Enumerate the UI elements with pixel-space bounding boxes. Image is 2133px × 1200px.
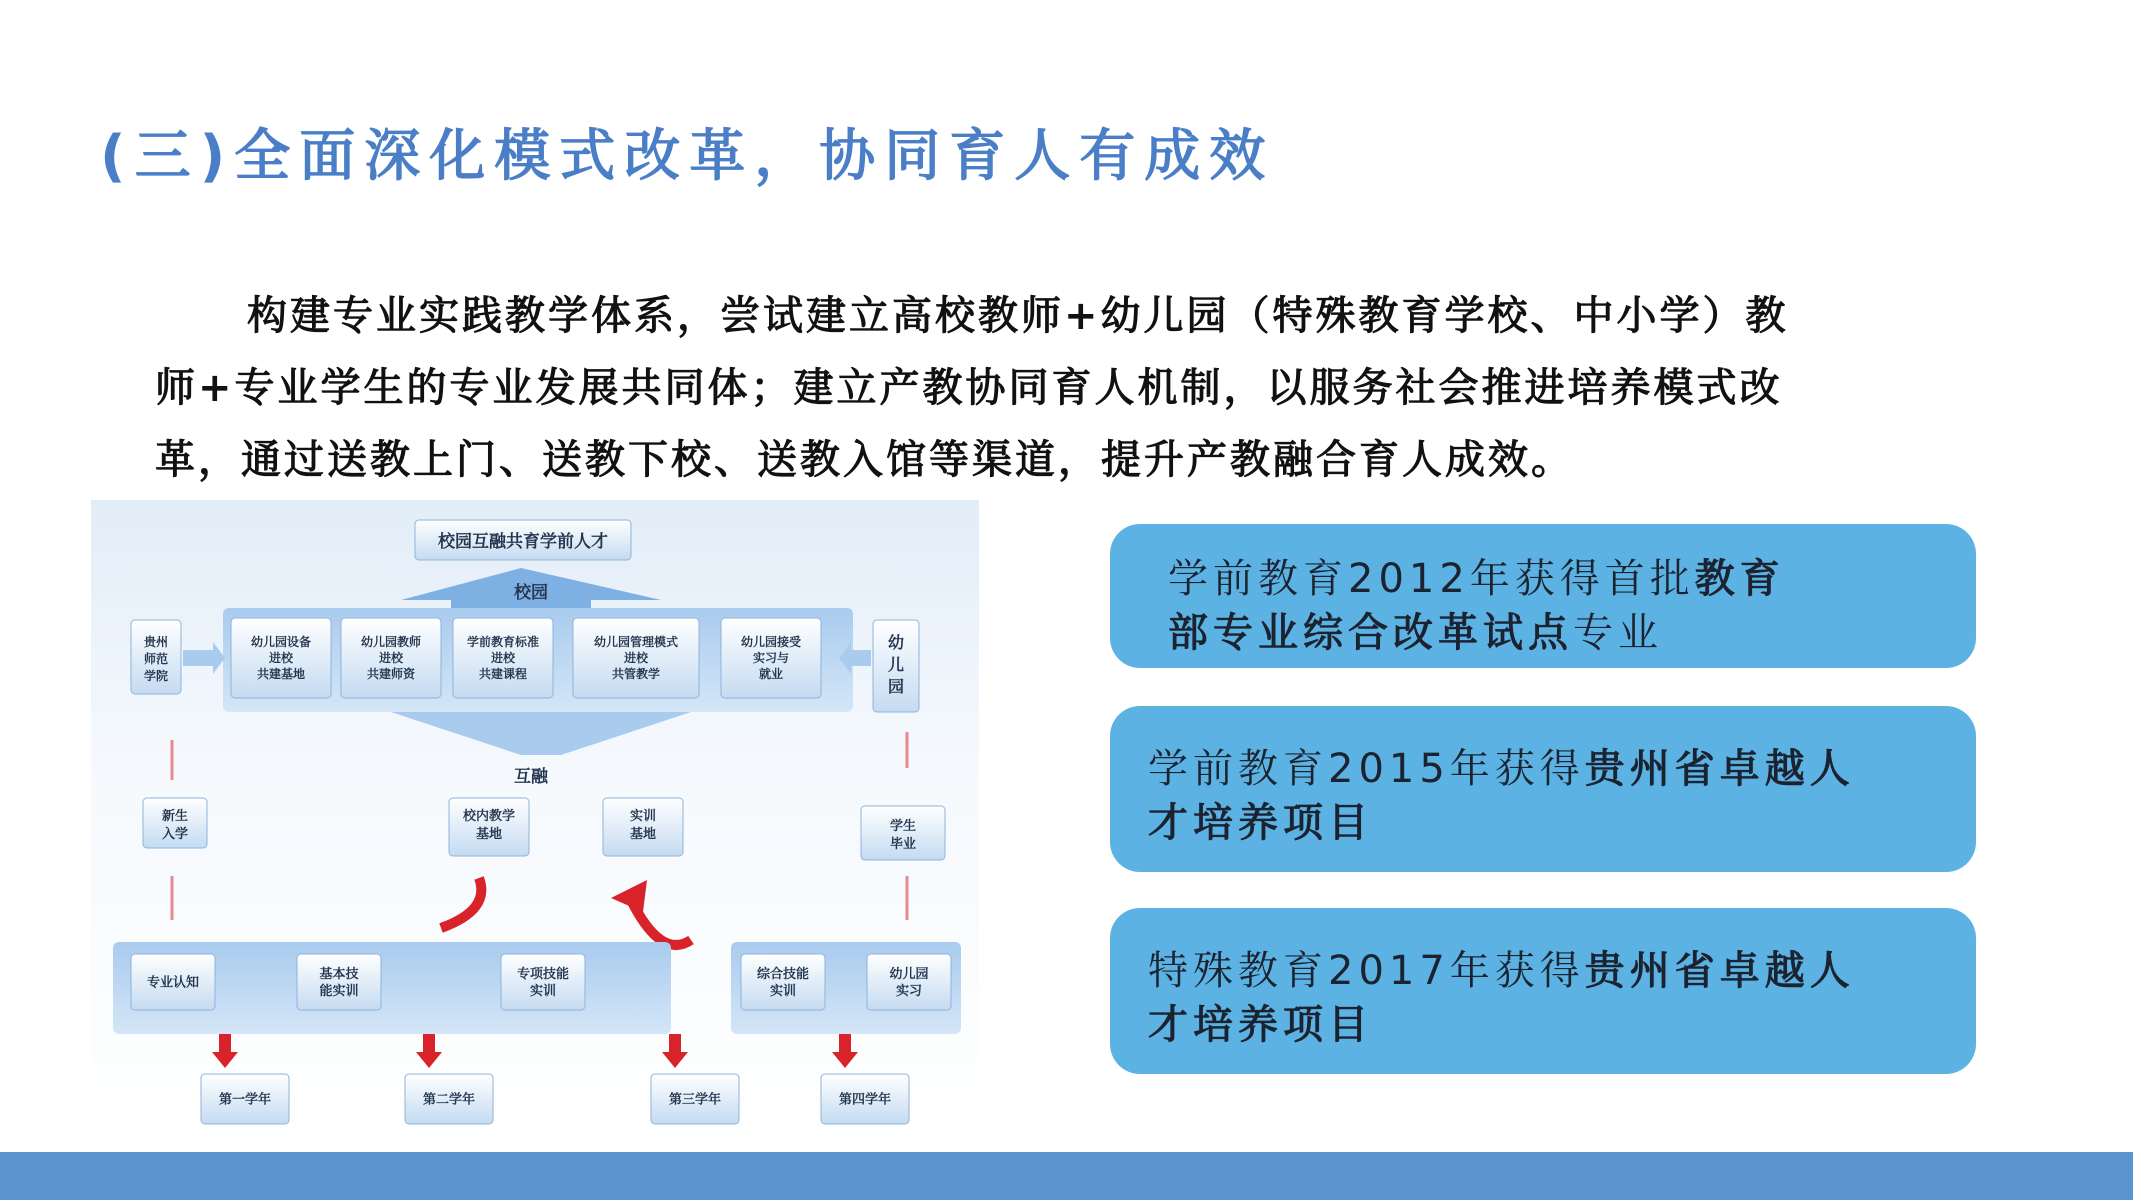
- red-curve-arrowhead: [611, 880, 647, 912]
- achievement-card-2012: [1110, 524, 1976, 668]
- slide-title: (三)全面深化模式改革，协同育人有成效: [100, 124, 1275, 189]
- left-arrow: [183, 642, 225, 674]
- year-box-1-label: 第一学年: [218, 1092, 272, 1108]
- mid-box-5-label: 幼儿园接受实习与就业: [740, 635, 802, 681]
- achievement-card-2015: [1110, 706, 1976, 872]
- mid-boxes: [231, 618, 821, 698]
- year-box-3-label: 第三学年: [668, 1092, 722, 1108]
- funnel-shape: [391, 712, 691, 755]
- year-arrow-4: [832, 1034, 858, 1068]
- fusion-label: 互融: [514, 767, 548, 787]
- card1-normal-b: 专业: [1573, 610, 1663, 656]
- card1-normal-a: 学前教育2012年获得首批: [1168, 556, 1695, 602]
- paragraph-line-1: 构建专业实践教学体系，尝试建立高校教师+幼儿园（特殊教育学校、中小学）教: [247, 293, 1789, 339]
- left-column-label: 贵州师范学院: [143, 635, 169, 683]
- achievement-card-2017: [1110, 908, 1976, 1074]
- mid-box-2-label: 幼儿园教师进校共建师资: [360, 635, 422, 681]
- card3-bold-b: 才培养项目: [1148, 1002, 1373, 1048]
- intro-paragraph: [155, 280, 1925, 496]
- mid-box-3-label: 学前教育标准进校共建课程: [466, 635, 540, 681]
- stage-box-1-label: 专业认知: [146, 975, 200, 991]
- red-curve-left: [441, 878, 481, 928]
- stage-box-2-label: 基本技能实训: [319, 966, 359, 999]
- mid-box-4-label: 幼儿园管理模式进校共管教学: [593, 635, 679, 681]
- stage-box-3-box: [501, 954, 585, 1010]
- stage-box-5-label: 幼儿园实习: [889, 966, 929, 999]
- campus-base-label: 校内教学基地: [462, 809, 516, 842]
- stage-box-4-box: [741, 954, 825, 1010]
- diagram-svg: [91, 500, 979, 1152]
- card2-normal-a: 学前教育2015年获得: [1148, 746, 1585, 792]
- card2-bold-b: 才培养项目: [1148, 800, 1373, 846]
- new-student-label: 新生入学: [161, 809, 189, 842]
- paragraph-line-3: 革，通过送教上门、送教下校、送教入馆等渠道，提升产教融合育人成效。: [155, 437, 1574, 483]
- card2-bold-a: 贵州省卓越人: [1584, 746, 1855, 792]
- top-box-label: 校园互融共育学前人才: [438, 532, 608, 552]
- card3-bold-a: 贵州省卓越人: [1584, 948, 1855, 994]
- year-box-4-label: 第四学年: [838, 1092, 892, 1108]
- training-base-label: 实训基地: [629, 809, 657, 842]
- stage-box-4-label: 综合技能实训: [756, 966, 810, 999]
- arrow-label: 校园: [514, 583, 548, 603]
- paragraph-line-2: 师+专业学生的专业发展共同体；建立产教协同育人机制，以服务社会推进培养模式改: [155, 365, 1783, 411]
- integration-diagram: [91, 500, 979, 1152]
- card3-normal-a: 特殊教育2017年获得: [1148, 948, 1585, 994]
- year-arrow-3: [662, 1034, 688, 1068]
- mid-box-1-label: 幼儿园设备进校共建基地: [250, 635, 312, 681]
- stage-box-2-box: [297, 954, 381, 1010]
- right-column-label: 幼儿园: [887, 633, 905, 696]
- graduate-label: 学生毕业: [889, 819, 917, 852]
- year-box-2-label: 第二学年: [422, 1092, 476, 1108]
- year-boxes: [201, 1034, 909, 1124]
- card1-bold-a: 教育: [1694, 556, 1785, 602]
- footer-bar: [0, 1152, 2133, 1200]
- stage-box-3-label: 专项技能实训: [516, 966, 570, 999]
- year-arrow-1: [212, 1034, 238, 1068]
- year-arrow-2: [416, 1034, 442, 1068]
- card1-bold-b: 部专业综合改革试点: [1168, 610, 1573, 656]
- stage-box-5-box: [867, 954, 951, 1010]
